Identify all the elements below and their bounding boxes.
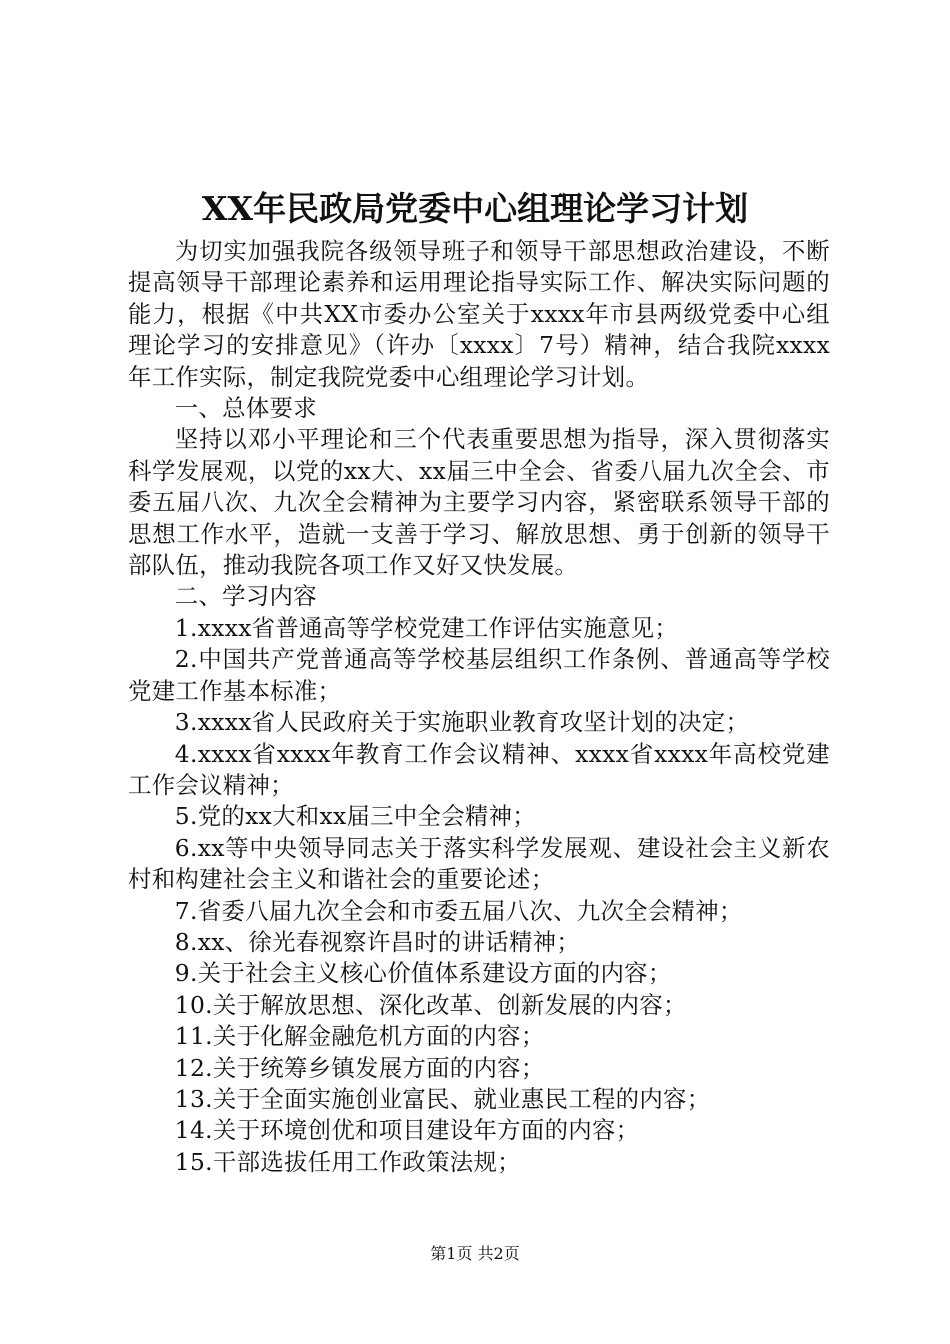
- study-item: 7.省委八届九次全会和市委五届八次、九次全会精神；: [174, 896, 743, 925]
- study-item: 2.中国共产党普通高等学校基层组织工作条例、普通高等学校党建工作基本标准；: [128, 645, 830, 705]
- section-heading-study-content: 二、学习内容: [174, 582, 317, 611]
- study-item: 12.关于统筹乡镇发展方面的内容；: [174, 1053, 545, 1082]
- document-title: XX年民政局党委中心组理论学习计划: [201, 189, 749, 228]
- study-item: 6.xx等中央领导同志关于落实科学发展观、建设社会主义新农村和构建社会主义和谐社会的重要论述；: [128, 833, 830, 894]
- section-heading-general-requirements: 一、总体要求: [174, 394, 317, 423]
- study-item: 3.xxxx省人民政府关于实施职业教育攻坚计划的决定；: [174, 708, 750, 737]
- page-number-footer: 第1页 共2页: [430, 1244, 520, 1263]
- general-requirements-paragraph: 坚持以邓小平理论和三个代表重要思想为指导，深入贯彻落实科学发展观，以党的xx大、xx届三中全会、省委八届九次全会、市委五届八次、九次全会精神为主要学习内容，紧密联系领导干部的思想工作水平，造就一支善于学习、解放思想、勇于创新的领导干部队伍，推动我院各项工作又好又快发展。: [128, 425, 830, 580]
- study-item: 4.xxxx省xxxx年教育工作会议精神、xxxx省xxxx年高校党建工作会议精神；: [128, 739, 830, 799]
- study-item: 11.关于化解金融危机方面的内容；: [174, 1022, 545, 1051]
- study-item: 9.关于社会主义核心价值体系建设方面的内容；: [174, 959, 672, 988]
- study-item: 13.关于全面实施创业富民、就业惠民工程的内容；: [174, 1084, 711, 1113]
- study-item: 10.关于解放思想、深化改革、创新发展的内容；: [174, 990, 687, 1019]
- intro-paragraph: 为切实加强我院各级领导班子和领导干部思想政治建设，不断提高领导干部理论素养和运用理论指导实际工作、解决实际问题的能力，根据《中共XX市委办公室关于xxxx年市县两级党委中心组理论学习的安排意见》（许办〔xxxx〕7号）精神，结合我院xxxx年工作实际，制定我院党委中心组理论学习计划。: [128, 237, 830, 391]
- study-item: 14.关于环境创优和项目建设年方面的内容；: [174, 1116, 640, 1145]
- study-item: 1.xxxx省普通高等学校党建工作评估实施意见；: [174, 613, 679, 642]
- study-item: 5.党的xx大和xx届三中全会精神；: [174, 802, 536, 831]
- document-body: [128, 236, 830, 1178]
- study-item: 15.干部选拔任用工作政策法规；: [174, 1147, 521, 1176]
- study-item: 8.xx、徐光春视察许昌时的讲话精神；: [174, 927, 581, 956]
